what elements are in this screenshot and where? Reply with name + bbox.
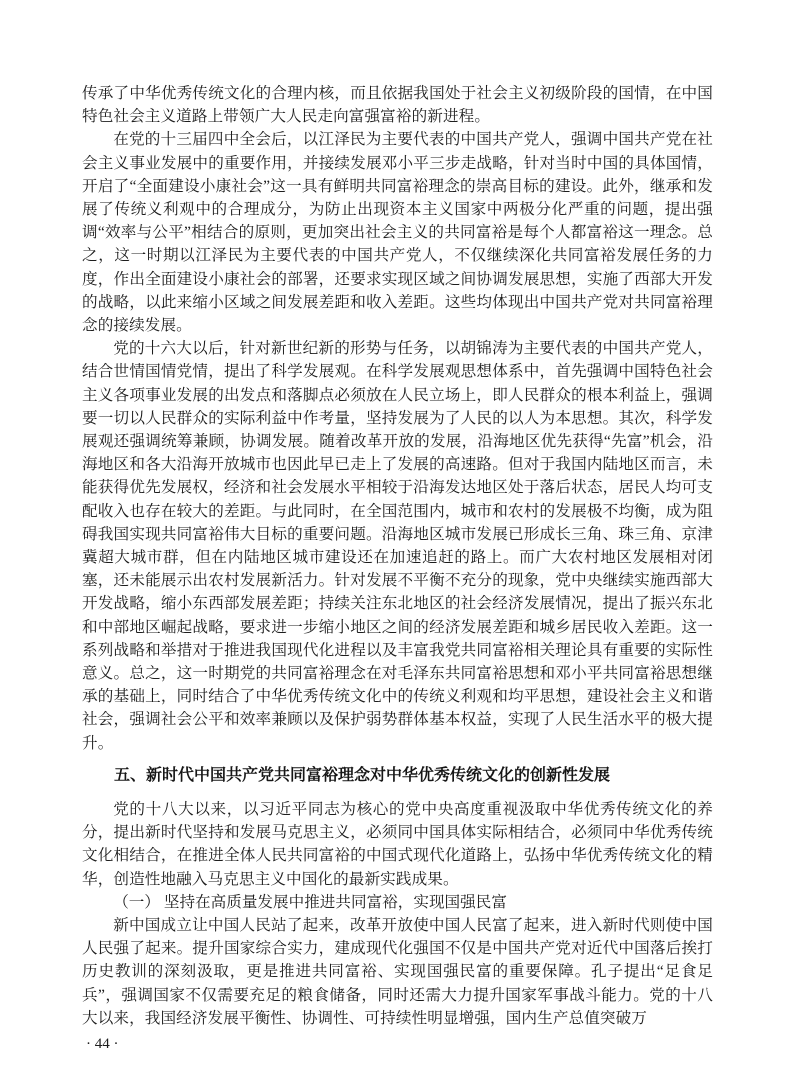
text-column (82, 82, 713, 1055)
paragraph-high-quality-development: 新中国成立让中国人民站了起来，改革开放使中国人民富了起来，进入新时代则使中国人民强了起来。提升国家综合实力，建成现代化强国不仅是中国共产党对近代中国落后挨打历史教训的深刻汲取，更是推进共同富裕、实现国强民富的重要保障。孔子提出“足食足兵”，强调国家不仅需要充足的粮食储备，同时还需大力提升国家军事战斗能力。党的十八大以来，我国经济发展平衡性、协调性、可持续性明显增强，国内生产总值突破万 (82, 916, 713, 1027)
subsection-heading: （一） 坚持在高质量发展中推进共同富裕，实现国强民富 (113, 893, 507, 911)
paragraph-hu-era: 党的十六大以后，针对新世纪新的形势与任务，以胡锦涛为主要代表的中国共产党人，结合世情国情党情，提出了科学发展观。在科学发展观思想体系中，首先强调中国特色社会主义各项事业发展的出发点和落脚点必须放在人民立场上，即人民群众的根本利益上，强调要一切以人民群众的实际利益中作考量，坚持发展为了人民的以人为本思想。其次，科学发展观还强调统筹兼顾，协调发展。随着改革开放的发展，沿海地区优先获得“先富”机会，沿海地区和各大沿海开放城市也因此早已走上了发展的高速路。但对于我国内陆地区而言，未能获得优先发展权，经济和社会发展水平相较于沿海发达地区处于落后状态，居民人均可支配收入也存在较大的差距。与此同时，在全国范围内，城市和农村的发展极不均衡，成为阻碍我国实现共同富裕伟大目标的重要问题。沿海地区城市发展已形成长三角、珠三角、京津冀超大城市群，但在内陆地区城市建设还在加速追赶的路上。而广大农村地区发展相对闭塞，还未能展示出农村发展新活力。针对发展不平衡不充分的现象，党中央继续实施西部大开发战略，缩小东西部发展差距；持续关注东北地区的社会经济发展情况，提出了振兴东北和中部地区崛起战略，要求进一步缩小地区之间的经济发展差距和城乡居民收入差距。这一系列战略和举措对于推进我国现代化进程以及丰富我党共同富裕相关理论具有重要的实际性意义。总之，这一时期党的共同富裕理念在对毛泽东共同富裕思想和邓小平共同富裕思想继承的基础上，同时结合了中华优秀传统文化中的传统义利观和均平思想，建设社会主义和谐社会，强调社会公平和效率兼顾以及保护弱势群体基本权益，实现了人民生活水平的极大提升。 (82, 340, 713, 752)
page-number: · 44 · (86, 1035, 119, 1052)
section-heading: 五、新时代中国共产党共同富裕理念对中华优秀传统文化的创新性发展 (114, 766, 611, 784)
paragraph-jiang-era: 在党的十三届四中全会后，以江泽民为主要代表的中国共产党人，强调中国共产党在社会主义事业发展中的重要作用，并接续发展邓小平三步走战略，针对当时中国的具体国情，开启了“全面建设小康社会”这一具有鲜明共同富裕理念的崇高目标的建设。此外，继承和发展了传统义利观中的合理成分，为防止出现资本主义国家中两极分化严重的问题，提出强调“效率与公平”相结合的原则，更加突出社会主义的共同富裕是每个人都富裕这一理念。总之，这一时期以江泽民为主要代表的中国共产党人，不仅继续深化共同富裕发展任务的力度，作出全面建设小康社会的部署，还要求实现区域之间协调发展思想，实施了西部大开发的战略，以此来缩小区域之间发展差距和收入差距。这些均体现出中国共产党对共同富裕理念的接续发展。 (82, 131, 713, 335)
paragraph-continuation: 传承了中华优秀传统文化的合理内核，而且依据我国处于社会主义初级阶段的国情，在中国特色社会主义道路上带领广大人民走向富强富裕的新进程。 (82, 85, 713, 126)
paragraph-xi-era: 党的十八大以来，以习近平同志为核心的党中央高度重视汲取中华优秀传统文化的养分，提出新时代坚持和发展马克思主义，必须同中国具体实际相结合，必须同中华优秀传统文化相结合，在推进全体人民共同富裕的中国式现代化道路上，弘扬中华优秀传统文化的精华，创造性地融入马克思主义中国化的最新实践成果。 (82, 800, 713, 888)
